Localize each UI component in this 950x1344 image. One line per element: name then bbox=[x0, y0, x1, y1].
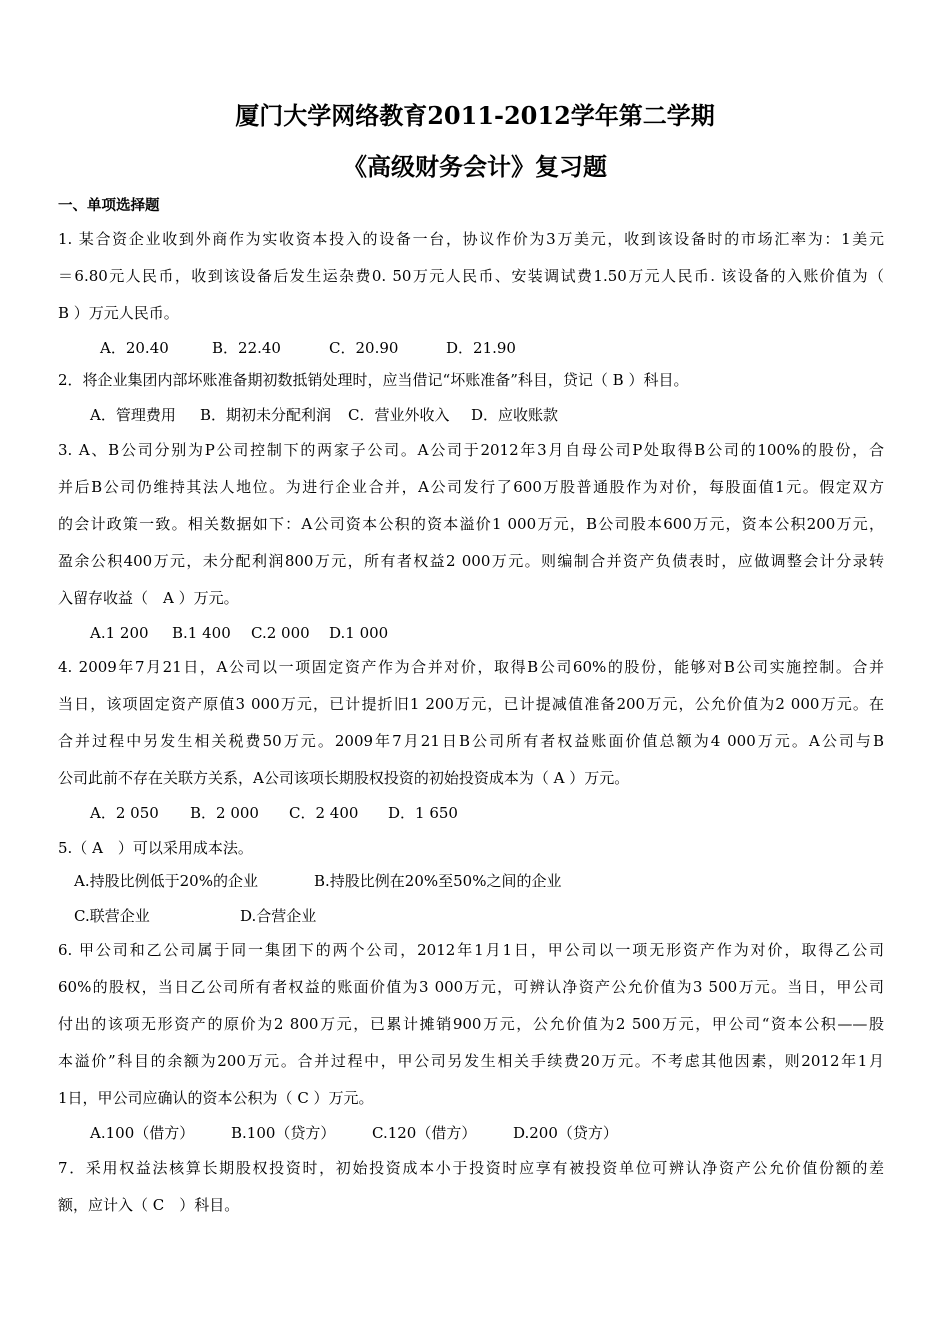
question-5-options bbox=[74, 867, 561, 895]
question-line: 额，应计入（ C ）科目。 bbox=[58, 1196, 240, 1214]
question-line: 5.（ A ）可以采用成本法。 bbox=[58, 839, 253, 857]
question-3 bbox=[58, 432, 884, 617]
option-c: C．2 400 bbox=[289, 804, 359, 822]
question-line: ＝6.80元人民币，收到该设备后发生运杂费0. 50万元人民币、安装调试费1.50万元人民币. 该设备的入账价值为（ bbox=[58, 267, 884, 285]
document-title: 厦门大学网络教育2011-2012学年第二学期 bbox=[235, 101, 715, 130]
question-line: 2．将企业集团内部坏账准备期初数抵销处理时，应当借记“坏账准备”科目，贷记（ B ）科目。 bbox=[58, 371, 689, 389]
question-line: 付出的该项无形资产的原价为2 800万元，已累计摊销900万元，公允价值为2 500万元，甲公司“资本公积——股 bbox=[58, 1015, 884, 1033]
option-c: C.120（借方） bbox=[372, 1124, 477, 1142]
question-line: 合并过程中另发生相关税费50万元。2009年7月21日B公司所有者权益账面价值总额为4 000万元。A公司与B bbox=[58, 732, 884, 750]
option-d: D.1 000 bbox=[329, 624, 389, 642]
option-d: D．21.90 bbox=[446, 339, 516, 357]
option-c: C．20.90 bbox=[329, 339, 399, 357]
option-a: A.1 200 bbox=[90, 624, 149, 642]
question-4 bbox=[58, 649, 884, 797]
document-subtitle: 《高级财务会计》复习题 bbox=[343, 152, 607, 181]
question-line: 当日，该项固定资产原值3 000万元，已计提折旧1 200万元，已计提减值准备200万元，公允价值为2 000万元。在 bbox=[58, 695, 884, 713]
option-b: B.1 400 bbox=[172, 624, 231, 642]
question-line: 盈余公积400万元，未分配利润800万元，所有者权益2 000万元。则编制合并资产负债表时，应做调整会计分录转 bbox=[58, 552, 884, 570]
option-d: D.200（贷方） bbox=[513, 1124, 618, 1142]
option-c: C．营业外收入 bbox=[348, 406, 450, 424]
question-line: 6. 甲公司和乙公司属于同一集团下的两个公司，2012年1月1日，甲公司以一项无形资产作为对价，取得乙公司 bbox=[58, 941, 884, 959]
question-line: 4. 2009年7月21日，A公司以一项固定资产作为合并对价，取得B公司60%的股份，能够对B公司实施控制。合并 bbox=[58, 658, 884, 676]
question-line: 本溢价”科目的余额为200万元。合并过程中，甲公司另发生相关手续费20万元。不考虑其他因素，则2012年1月 bbox=[58, 1052, 884, 1070]
option-b: B.100（贷方） bbox=[231, 1124, 336, 1142]
question-line: B ）万元人民币。 bbox=[58, 304, 179, 322]
question-line: 60%的股权，当日乙公司所有者权益的账面价值为3 000万元，可辨认净资产公允价值为3 500万元。当日，甲公司 bbox=[58, 978, 884, 996]
option-c: C.2 000 bbox=[251, 624, 310, 642]
option-b: B.持股比例在20%至50%之间的企业 bbox=[314, 872, 562, 890]
question-4-options bbox=[90, 799, 458, 827]
question-6-options bbox=[90, 1119, 618, 1147]
option-a: A．2 050 bbox=[90, 804, 159, 822]
question-line: 公司此前不存在关联方关系，A公司该项长期股权投资的初始投资成本为（ A ）万元。 bbox=[58, 769, 630, 787]
question-line: 3. A、B公司分别为P公司控制下的两家子公司。A公司于2012年3月自母公司P处取得B公司的100%的股份，合 bbox=[58, 441, 884, 459]
question-line: 并后B公司仍维持其法人地位。为进行企业合并，A公司发行了600万股普通股作为对价，每股面值1元。假定双方 bbox=[58, 478, 884, 496]
option-a: A．管理费用 bbox=[90, 406, 176, 424]
question-5-options-row2 bbox=[74, 902, 316, 930]
question-line: 的会计政策一致。相关数据如下：A公司资本公积的资本溢价1 000万元，B公司股本600万元，资本公积200万元， bbox=[58, 515, 884, 533]
option-b: B．期初未分配利润 bbox=[200, 406, 332, 424]
question-line: 1日，甲公司应确认的资本公积为（ C ）万元。 bbox=[58, 1089, 374, 1107]
option-d: D.合营企业 bbox=[240, 907, 317, 925]
section-heading: 一、单项选择题 bbox=[58, 198, 160, 214]
question-3-options bbox=[90, 619, 388, 647]
question-1 bbox=[58, 221, 884, 332]
option-a: A.100（借方） bbox=[90, 1124, 195, 1142]
option-a: A.持股比例低于20%的企业 bbox=[74, 872, 258, 890]
option-a: A．20.40 bbox=[100, 339, 169, 357]
option-b: B．22.40 bbox=[212, 339, 281, 357]
question-6 bbox=[58, 932, 884, 1117]
question-1-options bbox=[100, 334, 516, 362]
question-7 bbox=[58, 1150, 884, 1224]
option-b: B．2 000 bbox=[190, 804, 259, 822]
option-d: D．1 650 bbox=[388, 804, 458, 822]
question-2-options bbox=[90, 401, 558, 429]
question-5 bbox=[58, 830, 884, 867]
question-line: 7．采用权益法核算长期股权投资时，初始投资成本小于投资时应享有被投资单位可辨认净资产公允价值份额的差 bbox=[58, 1159, 884, 1177]
option-c: C.联营企业 bbox=[74, 907, 150, 925]
option-d: D．应收账款 bbox=[471, 406, 559, 424]
question-line: 入留存收益（ A ）万元。 bbox=[58, 589, 239, 607]
question-line: 1. 某合资企业收到外商作为实收资本投入的设备一台，协议作价为3万美元，收到该设备时的市场汇率为：1美元 bbox=[58, 230, 884, 248]
question-2 bbox=[58, 362, 884, 399]
